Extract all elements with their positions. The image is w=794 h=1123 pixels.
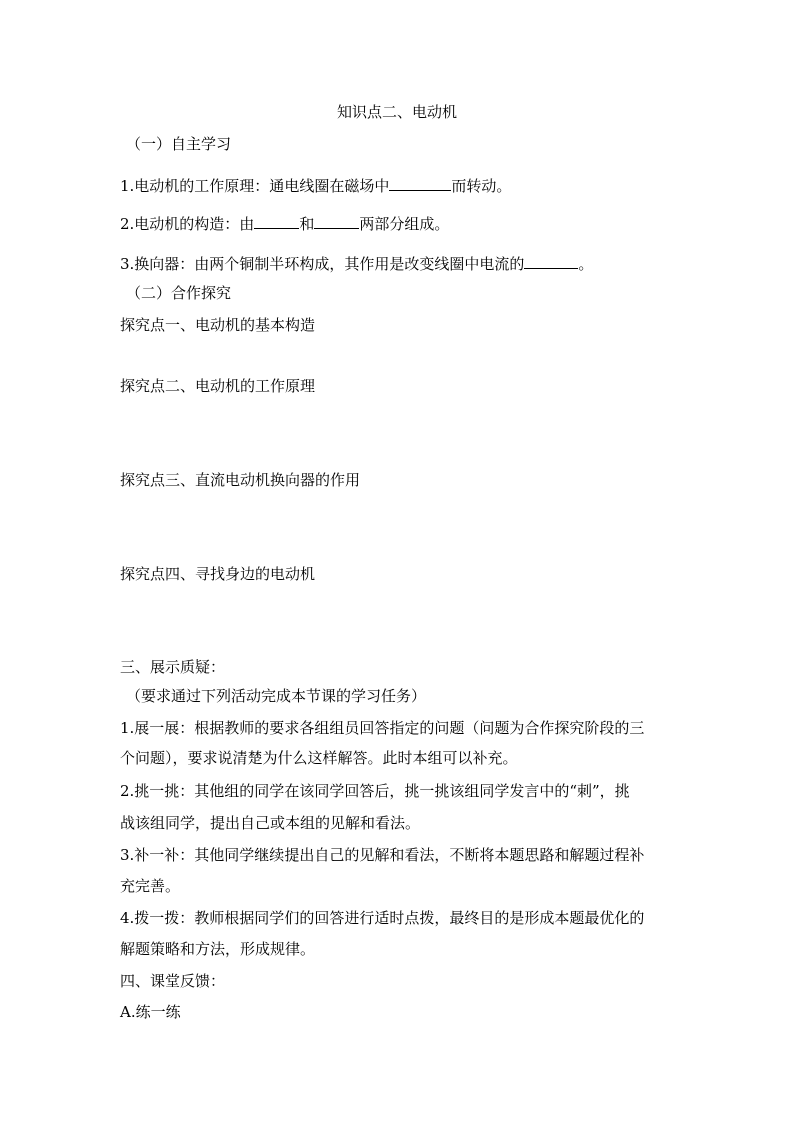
activity-2-line-2: 战该组同学，提出自己或本组的见解和看法。 [120,814,421,832]
activity-1-line-2: 个问题），要求说清楚为什么这样解答。此时本组可以补充。 [120,749,518,767]
answer-blank-3 [524,252,578,269]
explore-point-1: 探究点一、电动机的基本构造 [120,316,316,334]
explore-point-4: 探究点四、寻找身边的电动机 [120,565,316,583]
answer-blank-1 [389,174,451,191]
section-3-note: （要求通过下列活动完成本节课的学习任务） [126,687,427,705]
explore-point-3: 探究点三、直流电动机换向器的作用 [120,471,361,489]
question-2 [120,212,449,234]
activity-3-line-2: 充完善。 [120,877,181,895]
activity-4-line-2: 解题策略和方法，形成规律。 [120,940,316,958]
answer-blank-2b [314,212,359,229]
activity-4-line-1: 4.拨一拨：教师根据同学们的回答进行适时点拨，最终目的是形成本题最优化的 [120,909,645,927]
activity-1-line-1: 1.展一展：根据教师的要求各组组员回答指定的问题（问题为合作探究阶段的三 [120,719,645,737]
question-3-end: 。 [578,255,594,273]
activity-2-line-1: 2.挑一挑：其他组的同学在该同学回答后，挑一挑该组同学发言中的“刺”，挑 [120,782,630,800]
section-self-study: （一）自主学习 [126,135,232,153]
question-2-mid: 和 [299,215,315,233]
question-3 [120,252,593,274]
question-2-text: 2.电动机的构造：由 [120,215,255,233]
section-3-title: 三、展示质疑： [120,658,226,676]
question-1-end: 而转动。 [451,177,512,195]
question-1-text: 1.电动机的工作原理：通电线圈在磁场中 [120,177,390,195]
page-title: 知识点二、电动机 [336,103,457,121]
activity-3-line-1: 3.补一补：其他同学继续提出自己的见解和看法，不断将本题思路和解题过程补 [120,846,645,864]
section-4-title: 四、课堂反馈： [120,972,226,990]
question-3-text: 3.换向器：由两个铜制半环构成，其作用是改变线圈中电流的 [120,255,525,273]
practice-label: A.练一练 [120,1003,181,1021]
section-cooperative: （二）合作探究 [126,284,232,302]
question-1 [120,174,511,196]
explore-point-2: 探究点二、电动机的工作原理 [120,377,316,395]
question-2-end: 两部分组成。 [359,215,450,233]
answer-blank-2a [254,212,299,229]
